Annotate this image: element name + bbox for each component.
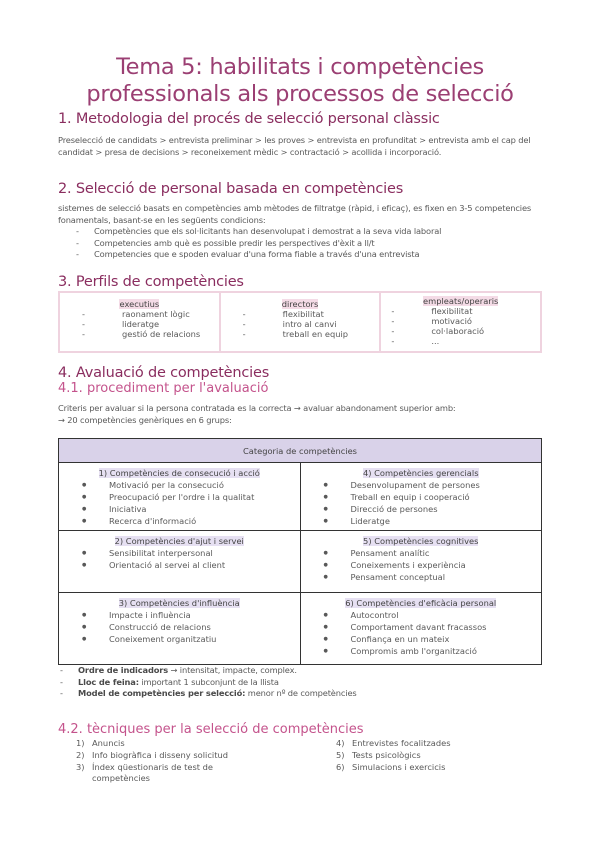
- techniques-list-left: [70, 738, 245, 785]
- section-1-body: Preselecció de candidats > entrevista preliminar > les proves > entrevista en profunditat > entrevista amb el cap del candidat > presa de decisions > reconeixement mèdic > contractació > acollida i incorporació.: [58, 135, 531, 157]
- profile-executius: executius - raonament lògic - lideratge - gestió de relacions: [60, 293, 221, 351]
- profile-empleats: empleats/operaris - flexibilitat - motivació - col·laboració - ...: [381, 293, 540, 351]
- section-3-heading: 3. Perfils de competències: [58, 274, 244, 290]
- list-item: 3) Índex qüestionaris de test de competències: [76, 761, 214, 784]
- list-item: 6) Simulacions i exercicis: [336, 761, 446, 772]
- table-header: Categoria de competències: [59, 439, 541, 463]
- table-row: 2) Competències d'ajut i servei ● Sensibilitat interpersonal ● Orientació al servei al client 5) Competències cognitives ● Pensament analític ● Coneixements i experiència ● Pensament conceptual: [59, 531, 541, 593]
- section-4-heading: 4. Avaluació de competències: [58, 365, 270, 381]
- list-item: - Lloc de feina: important 1 subconjunt de la llista: [42, 677, 528, 689]
- subsection-4-1-heading: 4.1. procediment per l'avaluació: [58, 381, 269, 396]
- list-item: - Competencies que e spoden evaluar d'una forma fiable a través d'una entrevista: [58, 249, 544, 261]
- table-row: 1) Competències de consecució i acció ● Motivació per la consecució ● Preocupació per l'ordre i la qualitat ● Iniciativa ● Recerca d'informació 4) Competències gerencials ● Desenvolupament de persones ● Treball en equip i cooperació ● Direcció de persones ● Lideratge: [59, 463, 541, 531]
- subsection-4-2-heading: 4.2. tècniques per la selecció de competències: [58, 722, 364, 737]
- table-row: 3) Competències d'influència ● Impacte i influència ● Construcció de relacions ● Coneixement organitzatiu 6) Competències d'eficàcia personal ● Autocontrol ● Comportament davant fracassos ● Confiança en un mateix ● Compromis amb l'organització: [59, 593, 541, 664]
- section-2-heading: 2. Selecció de personal basada en competències: [58, 181, 404, 197]
- list-item: - Competencies amb què es possible predir les perspectives d'èxit a ll/t: [58, 238, 544, 250]
- list-item: - Competències que els sol·licitants han desenvolupat i demostrat a la seva vida laboral: [58, 226, 544, 238]
- competence-categories-table: [58, 438, 542, 665]
- page-title: Tema 5: habilitats i competències professionals als processos de selecció: [86, 54, 514, 107]
- list-item: - Model de competències per selecció: menor nº de competències: [42, 688, 528, 700]
- notes-list: [42, 665, 528, 700]
- list-item: - Ordre de indicadors → intensitat, impacte, complex.: [42, 665, 528, 677]
- list-item: 5) Tests psicològics: [336, 749, 421, 760]
- techniques-list-right: [330, 738, 530, 773]
- profile-directors: directors - flexibilitat - intro al canvi - treball en equip: [221, 293, 382, 351]
- section-2-body: sistemes de selecció basats en competències amb mètodes de filtratge (ràpid, i eficaç), es fixen en 3-5 competencies fonamentals, basant-se en les següents condicions: - Competències que els sol·licitants han desenvolupat i demostrat a la seva vida laboral - Competencies amb què es possible predir les perspectives d'èxit a ll/t - Competencies que e spoden evaluar d'una forma fiable a través d'una entrevista: [58, 203, 544, 261]
- section-1-heading: 1. Metodologia del procés de selecció personal clàssic: [58, 111, 440, 127]
- list-item: 4) Entrevistes focalitzades: [336, 738, 451, 748]
- list-item: 1) Anuncis: [76, 738, 125, 748]
- list-item: 2) Info biogràfica i disseny solicitud: [76, 749, 228, 760]
- criteria-text: Criteris per avaluar si la persona contratada es la correcta → avaluar abandonament superior amb: → 20 competències genèriques en 6 grups:: [58, 403, 456, 425]
- profiles-table: [58, 291, 542, 353]
